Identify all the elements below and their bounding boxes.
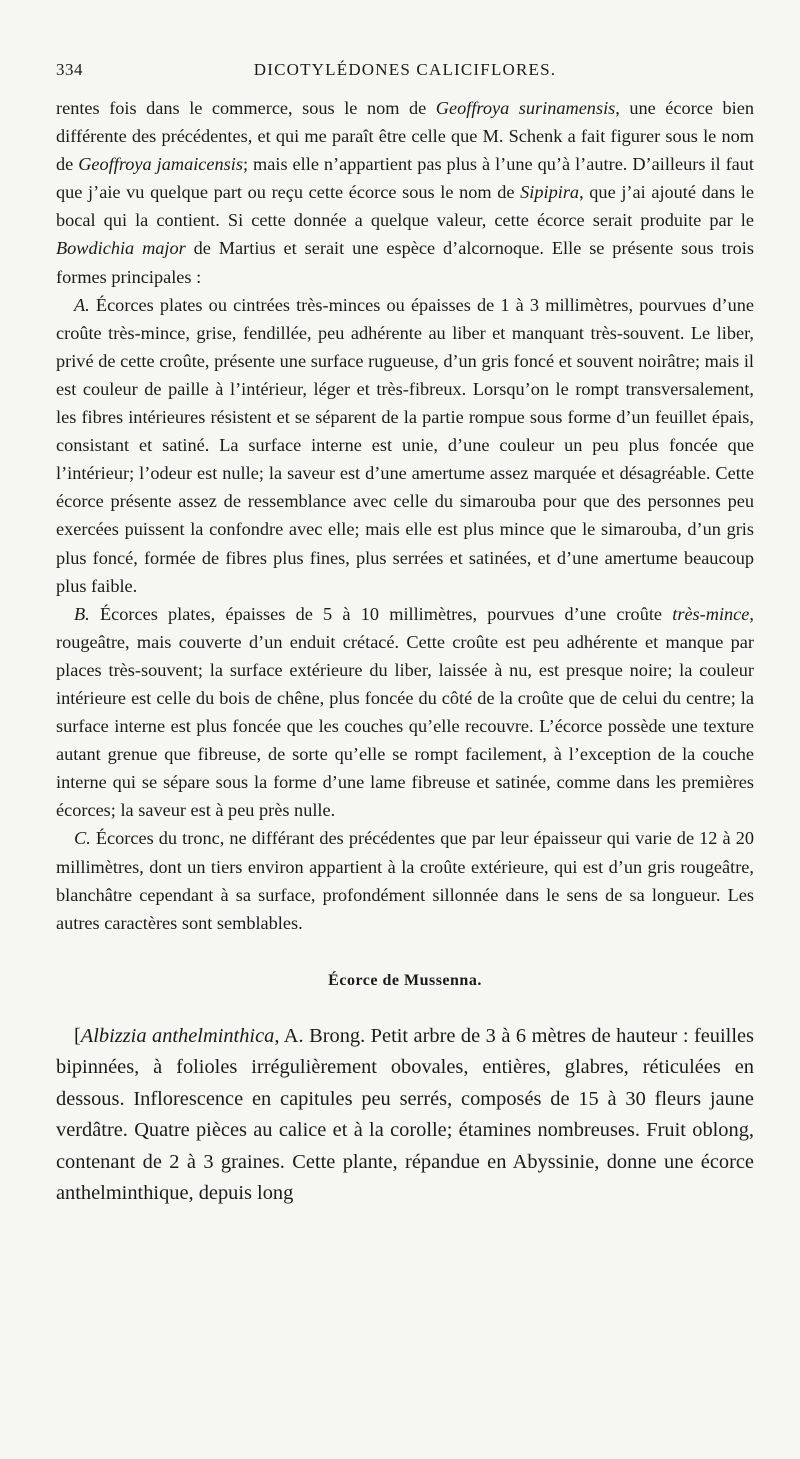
book-page	[56, 56, 754, 1210]
paragraph-a	[56, 291, 754, 600]
italic-species-name: Sipipira	[520, 182, 580, 203]
text-run: Écorces du tronc, ne différant des précédentes que par leur épaisseur qui varie de 12 à 20 millimètres, dont un tiers environ appartient à la croûte extérieure, qui est d’un gris rougeâtre, blanchâtre cependant à sa surface, profondément sillonnée dans le sens de sa longueur. Les autres caractères sont semblables.	[56, 828, 754, 933]
text-run: , que j’ai ajouté dans le bocal qui la contient. Si cette donnée a quelque valeur, cette écorce serait produite par le	[56, 182, 754, 231]
text-run: , une écorce bien différente des précédentes, et qui me paraît être celle que M. Schenk a fait figurer sous le nom de	[56, 98, 755, 175]
paragraph-b	[56, 600, 754, 825]
italic-species-name: Albizzia anthelminthica	[80, 1024, 275, 1047]
item-label: A.	[74, 294, 90, 315]
paragraph-c	[56, 824, 754, 936]
species-description	[56, 1021, 754, 1210]
italic-species-name: Geoffroya surinamensis	[435, 98, 616, 118]
item-label: B.	[74, 603, 90, 624]
italic-term: très-mince	[672, 603, 750, 624]
italic-species-name: Geoffroya jamaicensis	[78, 154, 243, 175]
description-text	[56, 1021, 754, 1210]
paragraph-continuation	[56, 94, 754, 291]
text-run: Écorces plates, épaisses de 5 à 10 millimètres, pourvues d’une croûte	[89, 603, 673, 624]
page-header	[56, 56, 754, 94]
italic-species-name: Bowdichia major	[56, 238, 186, 259]
body-text	[56, 94, 754, 937]
running-head: DICOTYLÉDONES CALICIFLORES.	[253, 60, 557, 79]
page-number: 334	[56, 60, 83, 79]
text-run: , A. Brong. Petit arbre de 3 à 6 mètres de hauteur : feuilles bipinnées, à folioles irrégulièrement obovales, entières, glabres, réticulées en dessous. Inflorescence en capitules peu serrés, composés de 15 à 30 fleurs jaune verdâtre. Quatre pièces au calice et à la corolle; étamines nombreuses. Fruit oblong, contenant de 2 à 3 graines. Cette plante, répandue en Abyssinie, donne une écorce anthelminthique, depuis long	[56, 1024, 754, 1205]
text-run: , rougeâtre, mais couverte d’un enduit crétacé. Cette croûte est peu adhérente et manque par places très-souvent; la surface extérieure du liber, laissée à nu, est presque noire; la couleur intérieure est celle du bois de chêne, plus foncée du côté de la croûte que de celui du centre; la surface interne est plus foncée que les couches qu’elle recouvre. L’écorce possède une texture autant grenue que fibreuse, de sorte qu’elle se rompt facilement, à l’exception de la couche interne qui se sépare sous la forme d’une lame fibreuse et satinée, comme dans les premières écorces; la saveur est à peu près nulle.	[56, 603, 754, 821]
text-run: de Martius et serait une espèce d’alcornoque. Elle se présente sous trois formes principales :	[56, 238, 754, 287]
text-run: ; mais elle n’appartient pas plus à l’une qu’à l’autre. D’ailleurs il faut que j’aie vu quelque part ou reçu cette écorce sous le nom de	[56, 154, 754, 203]
bracket: [	[74, 1024, 81, 1047]
text-run: rentes fois dans le commerce, sous le nom de	[56, 98, 436, 118]
text-run: Écorces plates ou cintrées très-minces ou épaisses de 1 à 3 millimètres, pourvues d’une croûte très-mince, grise, fendillée, peu adhérente au liber et manquant très-souvent. Le liber, privé de cette croûte, présente une surface rugueuse, d’un gris foncé et souvent noirâtre; mais il est couleur de paille à l’intérieur, léger et très-fibreux. Lorsqu’on le rompt transversalement, les fibres intérieures résistent et se séparent de la partie rompue sous forme d’un feuillet épais, consistant et satiné. La surface interne est unie, d’une couleur un peu plus foncée que l’intérieur; l’odeur est nulle; la saveur est d’une amertume assez marquée et désagréable. Cette écorce présente assez de ressemblance avec celle du simarouba pour que des personnes peu exercées puissent la confondre avec elle; mais elle est plus mince que le simarouba, d’un gris plus foncé, formée de fibres plus fines, plus serrées et satinées, et d’une amertume beaucoup plus faible.	[56, 294, 754, 596]
item-label: C.	[74, 828, 91, 849]
section-title: Écorce de Mussenna.	[328, 971, 482, 989]
